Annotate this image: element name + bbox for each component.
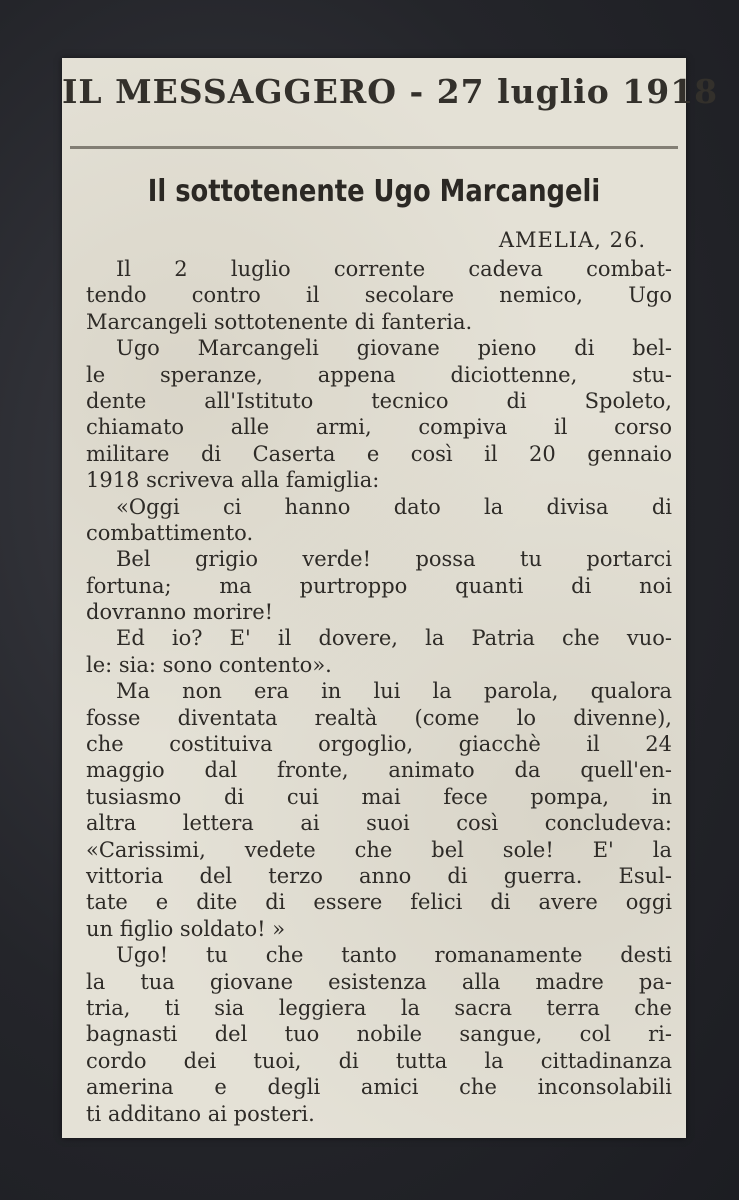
article-line: ti additano ai posteri.: [86, 1101, 315, 1126]
article-line: la tua giovane esistenza alla madre pa-: [86, 969, 672, 994]
article-line: Il 2 luglio corrente cadeva combat-: [116, 257, 672, 281]
article-line: militare di Caserta e così il 20 gennaio: [86, 441, 672, 466]
article-line: tria, ti sia leggiera la sacra terra che: [86, 995, 672, 1020]
article-line: Marcangeli sottotenente di fanteria.: [86, 309, 473, 334]
article-line: chiamato alle armi, compiva il corso: [86, 415, 672, 440]
article-line: tusiasmo di cui mai fece pompa, in: [86, 784, 672, 809]
article-headline: Il sottotenente Ugo Marcangeli: [147, 174, 601, 209]
article-line: tate e dite di essere felici di avere oggi: [86, 890, 672, 915]
article-line: maggio dal fronte, animato da quell'en-: [86, 758, 672, 783]
article-line: le speranze, appena diciottenne, stu-: [86, 362, 672, 387]
article-line: «Carissimi, vedete che bel sole! E' la: [86, 837, 672, 862]
article-line: un figlio soldato! »: [86, 916, 286, 941]
article-line: Ugo! tu che tanto romanamente desti: [116, 943, 672, 968]
article-line: vittoria del terzo anno di guerra. Esul-: [86, 863, 672, 888]
article-line: fosse diventata realtà (come lo divenne),: [86, 705, 672, 730]
masthead-rule: [70, 146, 678, 149]
article-line: bagnasti del tuo nobile sangue, col ri-: [86, 1022, 672, 1047]
newspaper-masthead: IL MESSAGGERO - 27 luglio 1918: [62, 72, 719, 111]
article-body: [86, 256, 672, 1127]
article-line: le: sia: sono contento».: [86, 652, 332, 677]
article-line: dente all'Istituto tecnico di Spoleto,: [86, 388, 672, 413]
article-line: altra lettera ai suoi così concludeva:: [86, 811, 672, 836]
article-line: «Oggi ci hanno dato la divisa di: [116, 494, 672, 519]
article-line: che costituiva orgoglio, giacchè il 24: [86, 732, 672, 757]
article-line: fortuna; ma purtroppo quanti di noi: [86, 573, 672, 598]
article-line: 1918 scriveva alla famiglia:: [86, 468, 380, 493]
article-line: Ma non era in lui la parola, qualora: [116, 679, 672, 704]
article-line: Ugo Marcangeli giovane pieno di bel-: [116, 336, 672, 361]
article-line: Bel grigio verde! possa tu portarci: [116, 547, 672, 572]
article-dateline: AMELIA, 26.: [498, 228, 646, 252]
newspaper-clipping: [62, 58, 719, 1138]
article-line: tendo contro il secolare nemico, Ugo: [86, 283, 672, 308]
article-line: combattimento.: [86, 520, 254, 545]
article-line: Ed io? E' il dovere, la Patria che vuo-: [116, 626, 672, 651]
article-line: amerina e degli amici che inconsolabili: [86, 1075, 672, 1100]
article-line: cordo dei tuoi, di tutta la cittadinanza: [86, 1048, 672, 1073]
article-line: dovranno morire!: [86, 600, 274, 625]
